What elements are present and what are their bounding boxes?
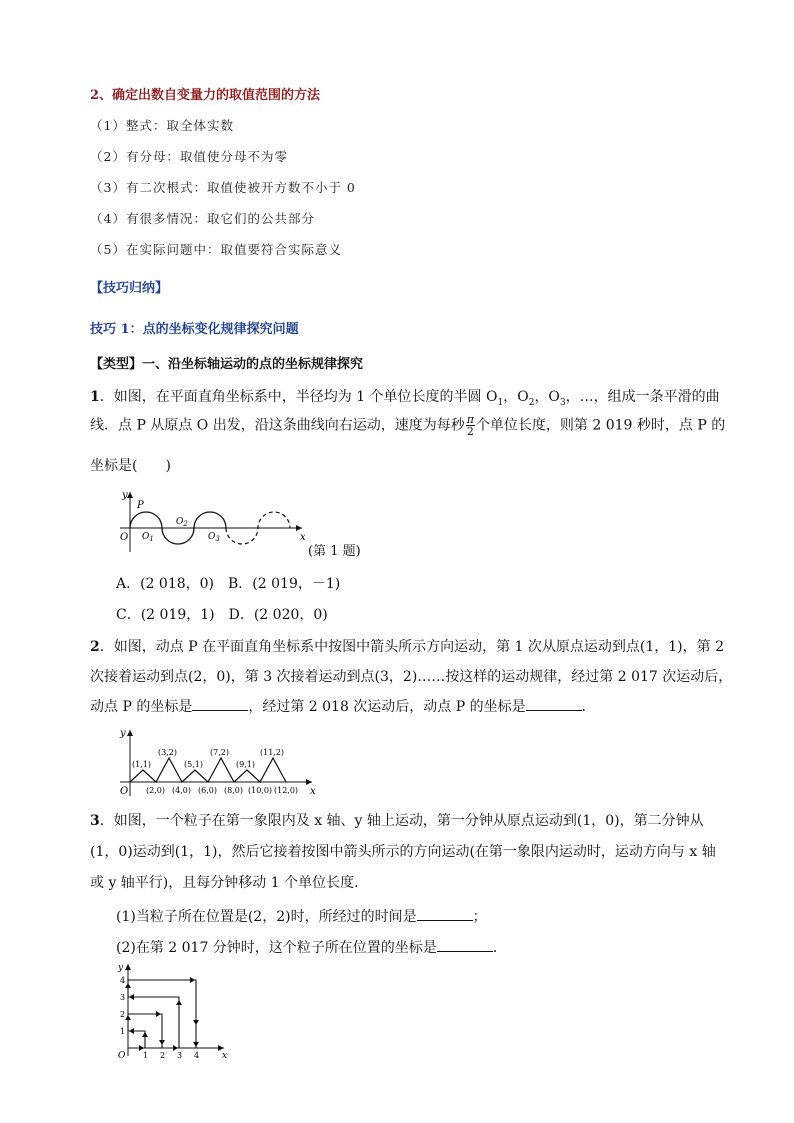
svg-text:(8,0): (8,0) (224, 786, 243, 795)
q3-sub2: (2)在第 2 017 分钟时，这个粒子所在位置的坐标是 ． (116, 940, 507, 956)
svg-text:O: O (120, 532, 129, 543)
svg-text:(5,1): (5,1) (184, 760, 203, 769)
svg-text:3: 3 (177, 1051, 183, 1060)
section-heading: 2、确定出数自变量力的取值范围的方法 (90, 88, 321, 103)
q3-sub1: (1)当粒子所在位置是(2，2)时，所经过的时间是 ； (116, 909, 487, 925)
svg-text:4: 4 (194, 1051, 200, 1060)
y-label: y (122, 490, 128, 501)
list-item: （5）在实际问题中：取值要符合实际意义 (90, 242, 342, 257)
list-item: （3）有二次根式：取值使被开方数不小于 0 (90, 180, 356, 195)
svg-text:O: O (118, 1051, 126, 1060)
svg-text:O3: $O_3$ (208, 532, 220, 543)
svg-text:O1: $O_1$ (142, 532, 154, 543)
type-heading: 【类型】一、沿坐标轴运动的点的坐标规律探究 (90, 357, 364, 372)
tip-heading: 技巧 1：点的坐标变化规律探究问题 (90, 322, 299, 337)
answer-blank (192, 698, 248, 711)
fraction: $\frac{\pi}{2}$ (466, 413, 474, 438)
svg-text:3: 3 (120, 993, 126, 1002)
figure-caption: (第 1 题) (308, 544, 361, 559)
q1-line1: 1．如图，在平面直角坐标系中，半径均为 1 个单位长度的半圆 $O_1$，$O_2$，$O_3$，…，组成一条平滑的曲 (90, 389, 720, 408)
svg-text:O2: $O_2$ (176, 517, 188, 528)
tips-heading: 【技巧归纳】 (90, 281, 169, 296)
q2-figure (112, 726, 322, 800)
svg-text:(7,2): (7,2) (210, 748, 229, 757)
q2-line3: 动点 P 的坐标是 ，经过第 2 018 次运动后，动点 P 的坐标是 ． (90, 699, 596, 715)
svg-text:x: x (222, 1051, 228, 1060)
list-item: （2）有分母：取值使分母不为零 (90, 149, 288, 164)
svg-text:(9,1): (9,1) (236, 760, 255, 769)
q1-figure (112, 486, 312, 556)
svg-text:(10,0): (10,0) (248, 786, 273, 795)
answer-blank (526, 698, 582, 711)
answer-blank (417, 908, 473, 921)
q1-line3: 坐标是( ) (90, 458, 171, 474)
svg-text:(3,2): (3,2) (158, 748, 177, 757)
q1-options-cd: C．(2 019，1) D．(2 020，0) (116, 607, 328, 623)
x-label: x (300, 532, 306, 543)
svg-text:(6,0): (6,0) (198, 786, 217, 795)
svg-text:y: y (118, 963, 124, 973)
q3-line2: (1，0)运动到(1，1)，然后它接着按图中箭头所示的方向运动(在第一象限内运动时，运动方向与 x 轴 (90, 844, 716, 860)
svg-text:x: x (310, 786, 316, 797)
q1-options-ab: A．(2 018，0) B．(2 019，－1) (116, 576, 341, 592)
q3-line1: 3．如图，一个粒子在第一象限内及 x 轴、y 轴上运动，第一分钟从原点运动到(1，0)，第二分钟从 (90, 813, 704, 829)
q1-line2: 线．点 P 从原点 O 出发，沿这条曲线向右运动，速度为每秒 $\frac{\pi}{2}$ 个单位长度，则第 2 019 秒时，点 P 的 (90, 413, 726, 438)
q3-figure (112, 960, 232, 1060)
svg-text:2: 2 (160, 1051, 166, 1060)
q2-line2: 次接着运动到点(2，0)，第 3 次接着运动到点(3，2)……按这样的运动规律，经过第 2 017 次运动后， (90, 669, 733, 685)
svg-text:P: P (137, 500, 144, 511)
q3-line3: 或 y 轴平行)，且每分钟移动 1 个单位长度． (90, 875, 369, 891)
svg-text:y: y (120, 728, 126, 739)
svg-text:4: 4 (120, 976, 126, 985)
list-item: （4）有很多情况：取它们的公共部分 (90, 211, 315, 226)
list-item: （1）整式：取全体实数 (90, 118, 234, 133)
q2-line1: 2．如图，动点 P 在平面直角坐标系中按图中箭头所示方向运动，第 1 次从原点运动到点(1，1)，第 2 (90, 639, 724, 655)
svg-text:(4,0): (4,0) (172, 786, 191, 795)
svg-text:(11,2): (11,2) (260, 748, 285, 757)
svg-text:2: 2 (120, 1010, 126, 1019)
answer-blank (437, 939, 493, 952)
svg-text:O: O (120, 786, 129, 797)
svg-text:1: 1 (120, 1027, 126, 1036)
svg-text:(1,1): (1,1) (132, 760, 151, 769)
svg-text:1: 1 (143, 1051, 149, 1060)
svg-text:(12,0): (12,0) (274, 786, 299, 795)
svg-text:(2,0): (2,0) (146, 786, 165, 795)
